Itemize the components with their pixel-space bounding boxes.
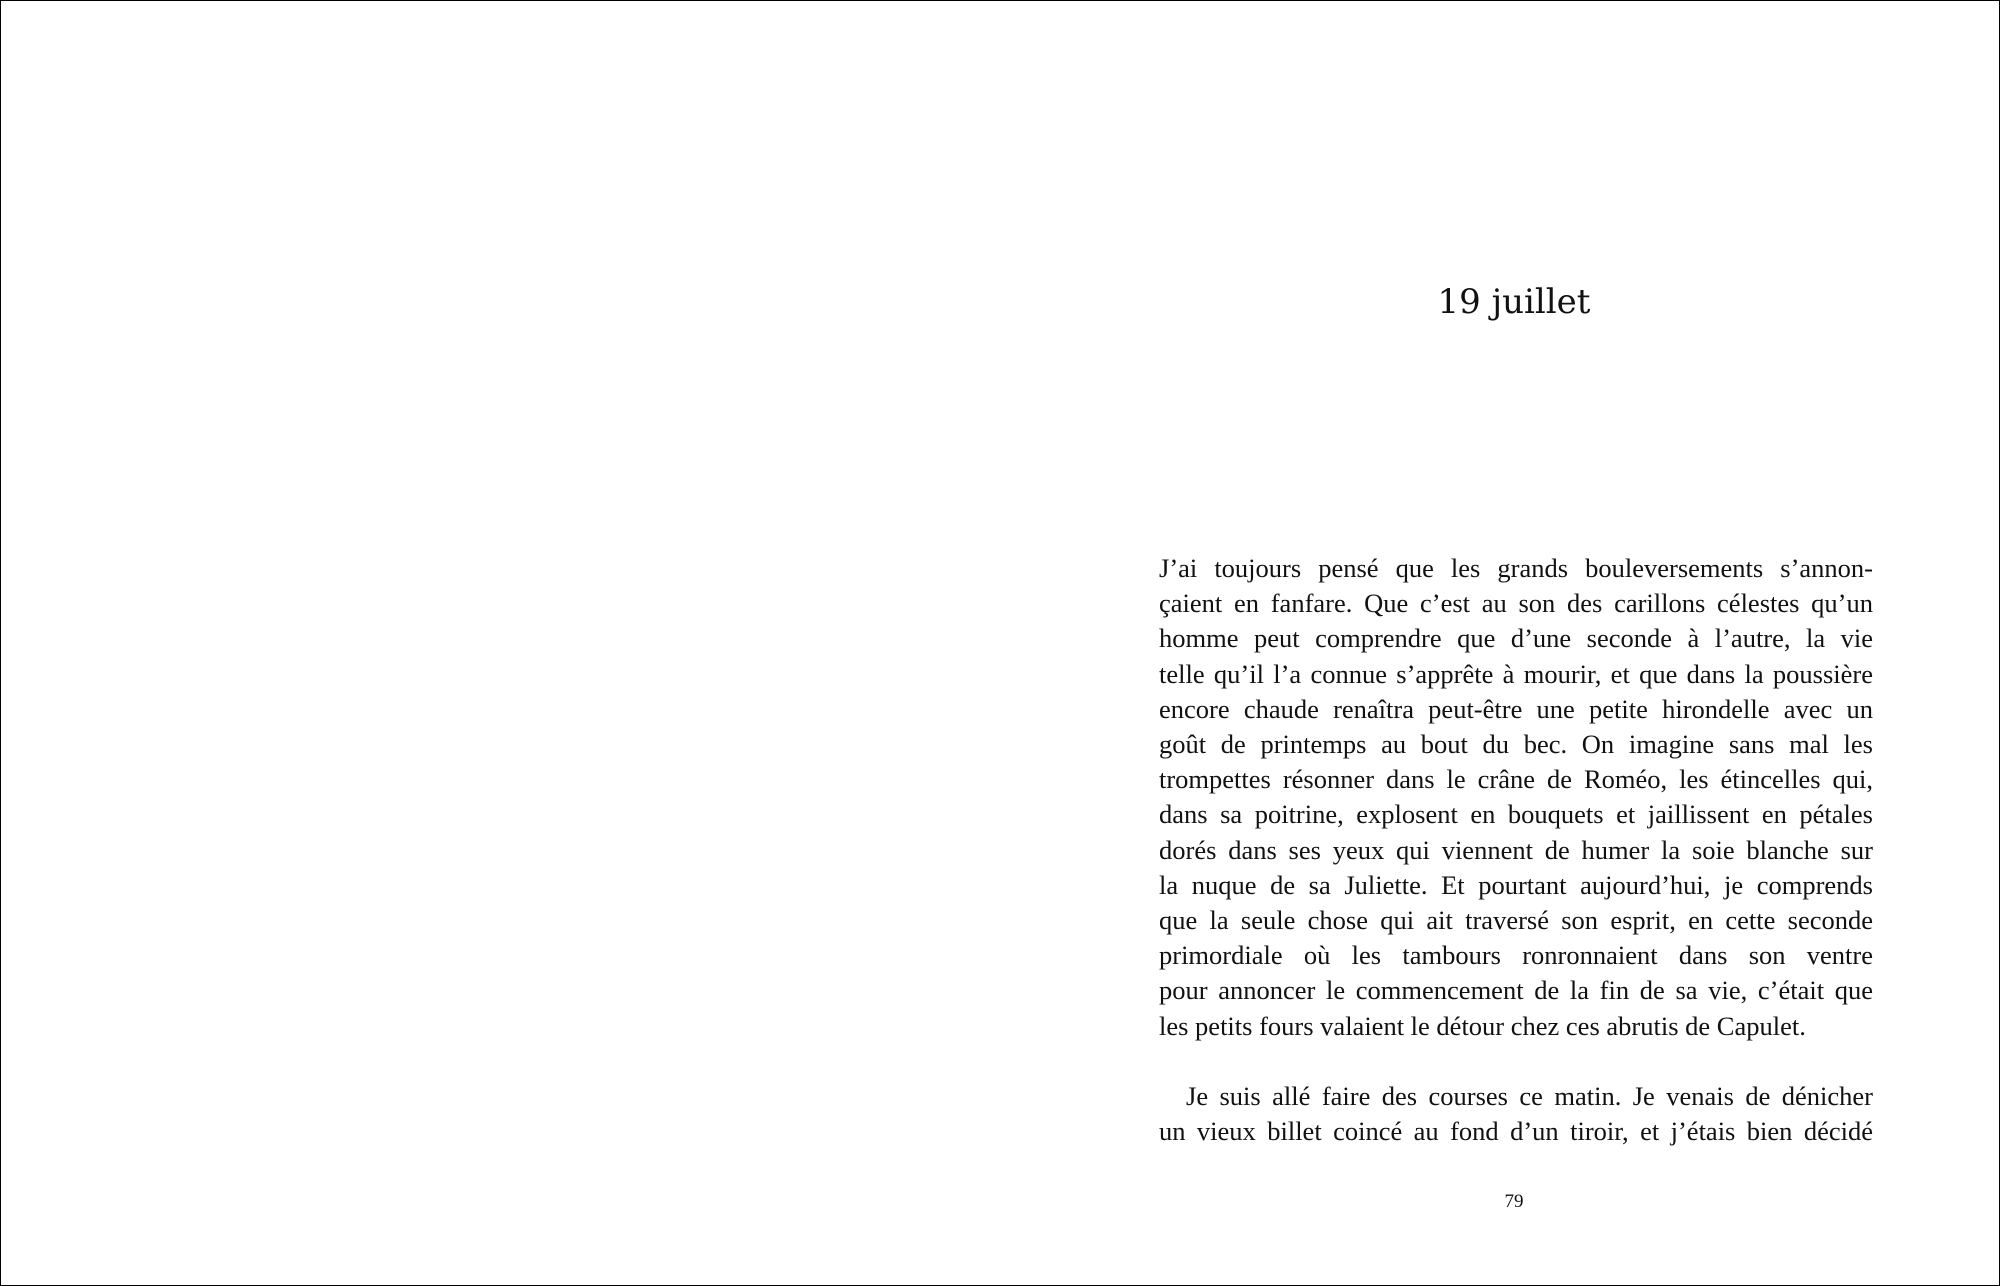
chapter-title: 19 juillet [1437, 282, 1591, 322]
right-page [1001, 1, 1999, 1285]
text-line: trompettes résonner dans le crâne de Roméo, les étincelles qui, [1159, 764, 1873, 795]
paragraph-1 [1159, 551, 1873, 1044]
text-line: dans sa poitrine, explosent en bouquets et jaillissent en pétales [1159, 799, 1873, 830]
text-line: pour annoncer le commencement de la fin de sa vie, c’était que [1159, 975, 1873, 1006]
text-line: encore chaude renaîtra peut-être une petite hirondelle avec un [1159, 693, 1873, 724]
left-page-blank [1, 1, 1001, 1285]
text-line: telle qu’il l’a connue s’apprête à mourir, et que dans la poussière [1159, 658, 1873, 689]
text-line: que la seule chose qui ait traversé son esprit, en cette seconde [1159, 905, 1873, 936]
text-line: J’ai toujours pensé que les grands bouleversements s’annon- [1159, 553, 1873, 583]
text-line: çaient en fanfare. Que c’est au son des carillons célestes qu’un [1159, 588, 1873, 619]
paragraph-2 [1159, 1079, 1873, 1149]
text-line: dorés dans ses yeux qui viennent de humer la soie blanche sur [1159, 834, 1873, 865]
text-line: primordiale où les tambours ronronnaient dans son ventre [1159, 940, 1873, 971]
text-line: un vieux billet coincé au fond d’un tiroir, et j’étais bien décidé [1159, 1116, 1873, 1147]
page-number: 79 [1504, 1191, 1524, 1212]
text-line: la nuque de sa Juliette. Et pourtant aujourd’hui, je comprends [1159, 869, 1873, 900]
text-line: goût de printemps au bout du bec. On imagine sans mal les [1159, 729, 1873, 760]
body-text [1159, 551, 1873, 1149]
text-line: homme peut comprendre que d’une seconde à l’autre, la vie [1159, 623, 1873, 654]
text-line: Je suis allé faire des courses ce matin. Je venais de dénicher [1186, 1080, 1873, 1111]
text-line: les petits fours valaient le détour chez ces abrutis de Capulet. [1159, 1010, 1806, 1041]
paragraph-gap [1159, 1044, 1873, 1079]
